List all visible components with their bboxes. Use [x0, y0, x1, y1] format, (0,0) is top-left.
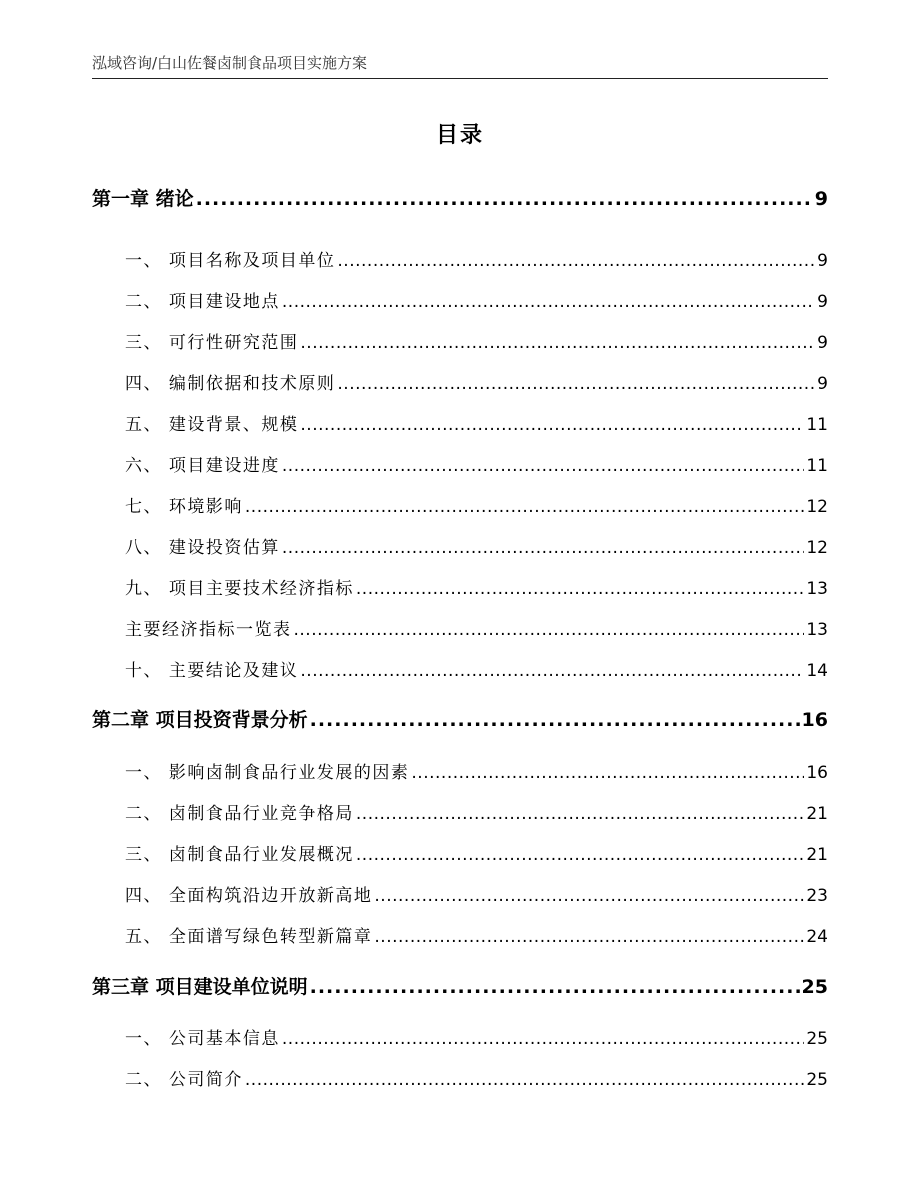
toc-entry-label: 第二章 项目投资背景分析	[92, 709, 308, 731]
toc-entry-label: 一、 项目名称及项目单位	[125, 251, 336, 271]
toc-entry-label: 七、 环境影响	[125, 497, 243, 517]
toc-entry-label: 五、 全面谱写绿色转型新篇章	[125, 927, 373, 947]
dot-leader	[282, 1029, 804, 1049]
toc-entry-label: 五、 建设背景、规模	[125, 415, 299, 435]
dot-leader	[245, 1070, 804, 1090]
toc-entry[interactable]	[125, 369, 828, 394]
running-header: 泓域咨询/白山佐餐卤制食品项目实施方案	[92, 54, 368, 72]
toc-page-number: 9	[817, 251, 828, 271]
toc-entry-label: 二、 项目建设地点	[125, 292, 280, 312]
dot-leader	[310, 976, 800, 998]
toc-page-number: 25	[801, 976, 828, 998]
toc-entry-label: 十、 主要结论及建议	[125, 661, 299, 681]
toc-page-number: 11	[806, 456, 828, 476]
toc-entry[interactable]	[125, 287, 828, 312]
toc-entry[interactable]	[125, 1065, 828, 1090]
toc-entry[interactable]	[125, 799, 828, 824]
dot-leader	[310, 709, 800, 731]
toc-entry-label: 第一章 绪论	[92, 188, 194, 210]
toc-page-number: 25	[806, 1070, 828, 1090]
toc-entry[interactable]	[125, 246, 828, 271]
toc-page-number: 16	[806, 763, 828, 783]
toc-entry-label: 二、 卤制食品行业竞争格局	[125, 804, 354, 824]
toc-entry[interactable]	[125, 574, 828, 599]
dot-leader	[337, 251, 815, 271]
toc-entry-label: 第三章 项目建设单位说明	[92, 976, 308, 998]
toc-page-number: 11	[806, 415, 828, 435]
dot-leader	[374, 886, 804, 906]
toc-page-number: 23	[806, 886, 828, 906]
dot-leader	[282, 456, 804, 476]
toc-entry[interactable]	[125, 881, 828, 906]
dot-leader	[356, 579, 804, 599]
toc-page-number: 13	[806, 579, 828, 599]
toc-page-number: 9	[817, 374, 828, 394]
toc-title: 目录	[435, 123, 484, 148]
toc-entry[interactable]	[125, 758, 828, 783]
toc-page-number: 25	[806, 1029, 828, 1049]
toc-entry[interactable]	[125, 533, 828, 558]
toc-entry[interactable]	[125, 451, 828, 476]
toc-entry-label: 九、 项目主要技术经济指标	[125, 579, 354, 599]
toc-entry[interactable]	[125, 328, 828, 353]
toc-entry[interactable]	[125, 492, 828, 517]
toc-entry[interactable]	[125, 656, 828, 681]
toc-page-number: 16	[801, 709, 828, 731]
header-divider	[92, 78, 828, 79]
toc-entry-label: 二、 公司简介	[125, 1070, 243, 1090]
toc-page-number: 12	[806, 497, 828, 517]
toc-page-number: 9	[814, 188, 828, 210]
toc-chapter-1[interactable]	[92, 184, 828, 211]
toc-page-number: 9	[817, 292, 828, 312]
dot-leader	[282, 538, 804, 558]
toc-page-number: 12	[806, 538, 828, 558]
toc-page-number: 9	[817, 333, 828, 353]
toc-entry-label: 三、 卤制食品行业发展概况	[125, 845, 354, 865]
toc-entry-label: 一、 影响卤制食品行业发展的因素	[125, 763, 410, 783]
toc-entry-label: 四、 全面构筑沿边开放新高地	[125, 886, 373, 906]
dot-leader	[300, 333, 815, 353]
toc-page-number: 14	[806, 661, 828, 681]
toc-chapter-2[interactable]	[92, 705, 828, 732]
dot-leader	[374, 927, 804, 947]
toc-page-number: 21	[806, 804, 828, 824]
toc-entry-label: 三、 可行性研究范围	[125, 333, 299, 353]
toc-page-number: 24	[806, 927, 828, 947]
toc-page-number: 21	[806, 845, 828, 865]
toc-entry-label: 一、 公司基本信息	[125, 1029, 280, 1049]
toc-entry[interactable]	[125, 840, 828, 865]
dot-leader	[245, 497, 804, 517]
dot-leader	[356, 845, 804, 865]
toc-entry-label: 六、 项目建设进度	[125, 456, 280, 476]
dot-leader	[337, 374, 815, 394]
toc-entry[interactable]	[125, 922, 828, 947]
dot-leader	[282, 292, 815, 312]
dot-leader	[300, 661, 804, 681]
toc-entry-label: 四、 编制依据和技术原则	[125, 374, 336, 394]
toc-entry-label: 主要经济指标一览表	[125, 620, 292, 640]
toc-page-number: 13	[806, 620, 828, 640]
toc-entry[interactable]	[125, 1024, 828, 1049]
dot-leader	[411, 763, 804, 783]
dot-leader	[356, 804, 804, 824]
toc-chapter-3[interactable]	[92, 972, 828, 999]
toc-entry[interactable]	[125, 615, 828, 640]
dot-leader	[196, 188, 813, 210]
toc-entry[interactable]	[125, 410, 828, 435]
toc-entry-label: 八、 建设投资估算	[125, 538, 280, 558]
dot-leader	[300, 415, 804, 435]
dot-leader	[294, 620, 805, 640]
